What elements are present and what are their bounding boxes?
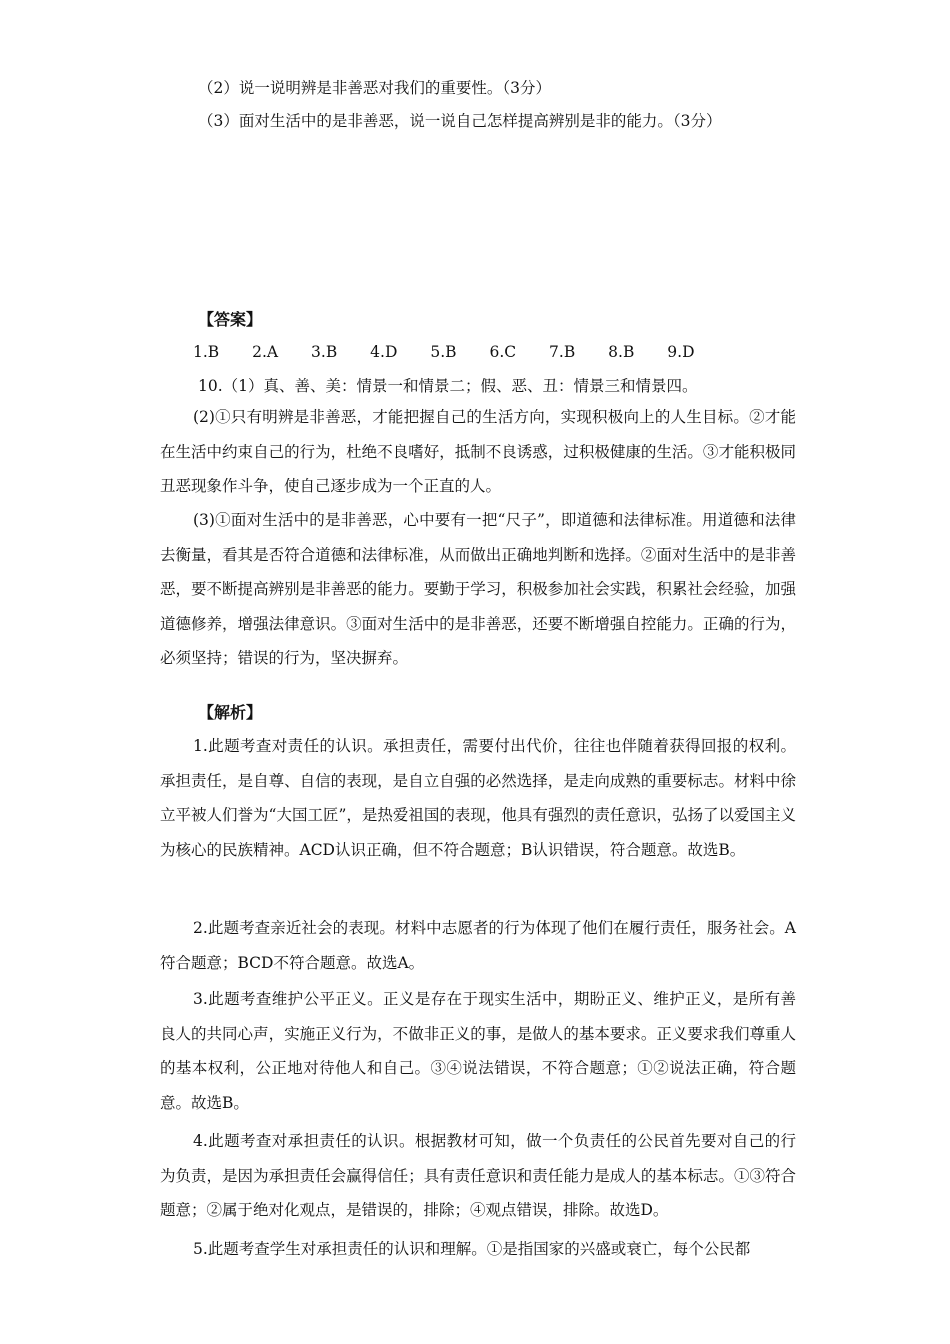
analysis-heading: 【解析】 (198, 703, 263, 722)
choice-answers (193, 341, 723, 363)
answer-heading: 【答案】 (198, 310, 263, 329)
choice-answer: 3.B (311, 343, 338, 361)
choice-answer: 6.C (489, 343, 517, 361)
choice-answer: 9.D (667, 343, 695, 361)
analysis-paragraph-4: 4.此题考查对承担责任的认识。根据教材可知，做一个负责任的公民首先要对自己的行为负责，是因为承担责任会赢得信任；具有责任意识和责任能力是成人的基本标志。①③符合题意；②属于绝对化观点，是错误的，排除；④观点错误，排除。故选D。 (160, 1132, 796, 1219)
analysis-paragraph-1: 1.此题考查对责任的认识。承担责任，需要付出代价，往往也伴随着获得回报的权利。承担责任，是自尊、自信的表现，是自立自强的必然选择，是走向成熟的重要标志。材料中徐立平被人们誉为“大国工匠”，是热爱祖国的表现，他具有强烈的责任意识，弘扬了以爱国主义为核心的民族精神。ACD认识正确，但不符合题意；B认识错误，符合题意。故选B。 (160, 737, 796, 859)
choice-answer: 1.B (193, 343, 220, 361)
analysis-paragraph-3: 3.此题考查维护公平正义。正义是存在于现实生活中，期盼正义、维护正义，是所有善良人的共同心声，实施正义行为，不做非正义的事，是做人的基本要求。正义要求我们尊重人的基本权利，公正地对待他人和自己。③④说法错误，不符合题意；①②说法正确，符合题意。故选B。 (160, 990, 796, 1112)
choice-answer: 5.B (430, 343, 457, 361)
answer-10-1: 10.（1）真、善、美：情景一和情景二；假、恶、丑：情景三和情景四。 (198, 377, 698, 395)
choice-answer: 4.D (370, 343, 398, 361)
answer-10-3: (3)①面对生活中的是非善恶，心中要有一把“尺子”，即道德和法律标准。用道德和法律去衡量，看其是否符合道德和法律标准，从而做出正确地判断和选择。②面对生活中的是非善恶，要不断提高辨别是非善恶的能力。要勤于学习，积极参加社会实践，积累社会经验，加强道德修养，增强法律意识。③面对生活中的是非善恶，还要不断增强自控能力。正确的行为，必须坚持；错误的行为，坚决摒弃。 (160, 511, 796, 667)
choice-answer: 8.B (608, 343, 635, 361)
analysis-paragraph-5: 5.此题考查学生对承担责任的认识和理解。①是指国家的兴盛或衰亡，每个公民都 (193, 1240, 751, 1258)
question-3: （3）面对生活中的是非善恶，说一说自己怎样提高辨别是非的能力。（3分） (198, 112, 722, 130)
answer-10-2: (2)①只有明辨是非善恶，才能把握自己的生活方向，实现积极向上的人生目标。②才能在生活中约束自己的行为，杜绝不良嗜好，抵制不良诱惑，过积极健康的生活。③才能积极同丑恶现象作斗争，使自己逐步成为一个正直的人。 (160, 408, 796, 495)
choice-answer: 2.A (252, 343, 279, 361)
choice-answer: 7.B (549, 343, 576, 361)
analysis-paragraph-2: 2.此题考查亲近社会的表现。材料中志愿者的行为体现了他们在履行责任，服务社会。A符合题意；BCD不符合题意。故选A。 (160, 919, 796, 972)
question-2: （2）说一说明辨是非善恶对我们的重要性。（3分） (198, 79, 551, 97)
